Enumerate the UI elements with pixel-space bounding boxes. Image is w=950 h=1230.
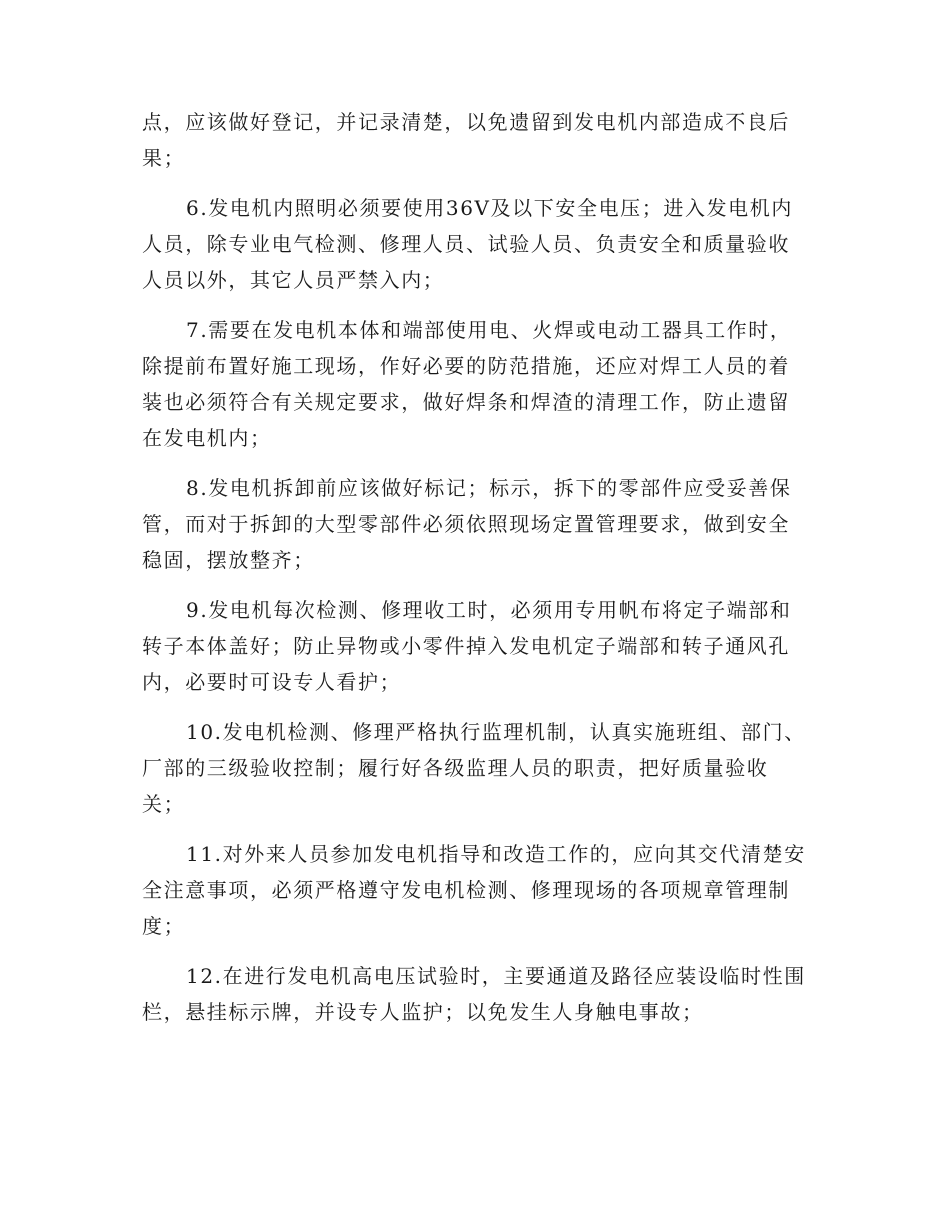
paragraph-line: 装也必须符合有关规定要求，做好焊条和焊渣的清理工作，防止遗留: [142, 390, 790, 414]
paragraph-item-10: [142, 714, 808, 822]
paragraph-line: 7.需要在发电机本体和端部使用电、火焊或电动工器具工作时，: [186, 318, 792, 342]
paragraph-item-11: [142, 836, 808, 944]
paragraph-line: 6.发电机内照明必须要使用36V及以下安全电压；进入发电机内: [186, 196, 793, 220]
paragraph-line: 在发电机内；: [142, 426, 272, 450]
paragraph-item-9: [142, 592, 808, 700]
paragraph-item-7: [142, 312, 808, 456]
paragraph-line: 人员以外，其它人员严禁入内；: [142, 268, 445, 292]
paragraph-line: 栏，悬挂标示牌，并设专人监护；以免发生人身触电事故；: [142, 1000, 704, 1024]
paragraph-line: 关；: [142, 792, 186, 816]
paragraph-continuation: [142, 104, 808, 176]
paragraph-line: 点，应该做好登记，并记录清楚，以免遗留到发电机内部造成不良后: [142, 110, 790, 134]
paragraph-line: 12.在进行发电机高电压试验时，主要通道及路径应装设临时性围: [186, 964, 806, 988]
paragraph-line: 10.发电机检测、修理严格执行监理机制，认真实施班组、部门、: [186, 720, 806, 744]
paragraph-line: 果；: [142, 146, 186, 170]
paragraph-line: 9.发电机每次检测、修理收工时，必须用专用帆布将定子端部和: [186, 598, 792, 622]
paragraph-line: 除提前布置好施工现场，作好必要的防范措施，还应对焊工人员的着: [142, 354, 790, 378]
paragraph-line: 全注意事项，必须严格遵守发电机检测、修理现场的各项规章管理制: [142, 878, 790, 902]
paragraph-line: 厂部的三级验收控制；履行好各级监理人员的职责，把好质量验收: [142, 756, 769, 780]
document-page: [142, 104, 808, 1044]
paragraph-line: 转子本体盖好；防止异物或小零件掉入发电机定子端部和转子通风孔: [142, 634, 790, 658]
paragraph-item-12: [142, 958, 808, 1030]
paragraph-line: 8.发电机拆卸前应该做好标记；标示，拆下的零部件应受妥善保: [186, 476, 792, 500]
paragraph-line: 稳固，摆放整齐；: [142, 548, 315, 572]
paragraph-line: 内，必要时可设专人看护；: [142, 670, 402, 694]
paragraph-line: 管，而对于拆卸的大型零部件必须依照现场定置管理要求，做到安全: [142, 512, 790, 536]
paragraph-line: 度；: [142, 914, 186, 938]
paragraph-item-8: [142, 470, 808, 578]
paragraph-line: 人员，除专业电气检测、修理人员、试验人员、负责安全和质量验收: [142, 232, 790, 256]
paragraph-line: 11.对外来人员参加发电机指导和改造工作的，应向其交代清楚安: [186, 842, 806, 866]
paragraph-item-6: [142, 190, 808, 298]
